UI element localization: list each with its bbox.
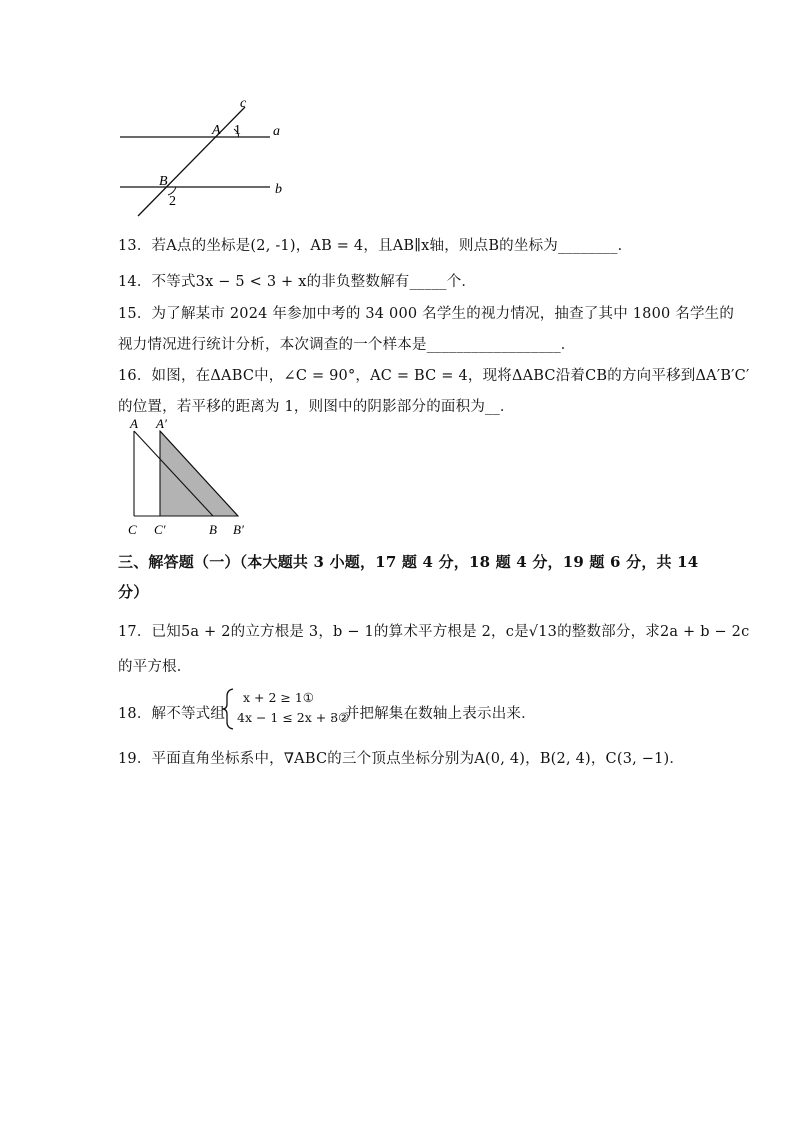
inequality-2: 4x − 1 ≤ 2x + 3② [237, 710, 350, 725]
label-A-prime: A′ [156, 416, 167, 431]
inequality-system [221, 688, 350, 730]
label-A: A [130, 416, 138, 431]
label-C-prime: C′ [154, 522, 166, 537]
question-16-line-1: 16．如图，在ΔABC中，∠C = 90°，AC = BC = 4，现将ΔABC沿着CB的方向平移到ΔA′B′C′ [118, 368, 750, 384]
label-c: c [240, 96, 247, 111]
section-heading-line-2: 分） [118, 583, 149, 601]
inequality-1: x + 2 ≥ 1① [243, 690, 315, 705]
question-15-line-2: 视力情况进行统计分析，本次调查的一个样本是__________________． [118, 337, 576, 353]
label-B: B [159, 174, 168, 189]
question-15-line-1: 15．为了解某市 2024 年参加中考的 34 000 名学生的视力情况，抽查了其中 1800 名学生的 [118, 306, 735, 322]
line-c [138, 107, 245, 216]
question-19: 19．平面直角坐标系中，∇ABC的三个顶点坐标分别为A(0, 4)，B(2, 4)，C(3, −1)． [118, 751, 685, 767]
label-angle-1: 1 [234, 123, 241, 138]
question-17-line-2: 的平方根． [118, 659, 192, 675]
section-heading-line-1: 三、解答题（一）（本大题共 3 小题，17 题 4 分，18 题 4 分，19 题 6 分，共 14 [118, 553, 699, 571]
question-18-suffix: ，并把解集在数轴上表示出来． [330, 706, 536, 722]
label-b: b [275, 182, 282, 197]
label-A: A [212, 123, 221, 138]
label-B-prime: B′ [233, 522, 244, 537]
label-B: B [209, 522, 217, 537]
question-18-prefix: 18．解不等式组 [118, 706, 226, 722]
question-13: 13．若A点的坐标是(2, -1)，AB = 4，且AB∥x轴，则点B的坐标为________． [118, 238, 633, 254]
label-angle-2: 2 [169, 194, 176, 209]
question-17-line-1: 17．已知5a + 2的立方根是 3，b − 1的算术平方根是 2，c是√13的整数部分，求2a + b − 2c [118, 624, 750, 640]
question-14: 14．不等式3x − 5 < 3 + x的非负整数解有_____个． [118, 274, 477, 290]
triangle-translation-figure [120, 416, 260, 542]
left-brace-icon [221, 688, 235, 730]
label-a: a [273, 124, 280, 139]
label-C: C [128, 522, 137, 537]
parallel-lines-figure [110, 92, 310, 222]
question-16-line-2: 的位置，若平移的距离为 1，则图中的阴影部分的面积为__． [118, 399, 515, 415]
